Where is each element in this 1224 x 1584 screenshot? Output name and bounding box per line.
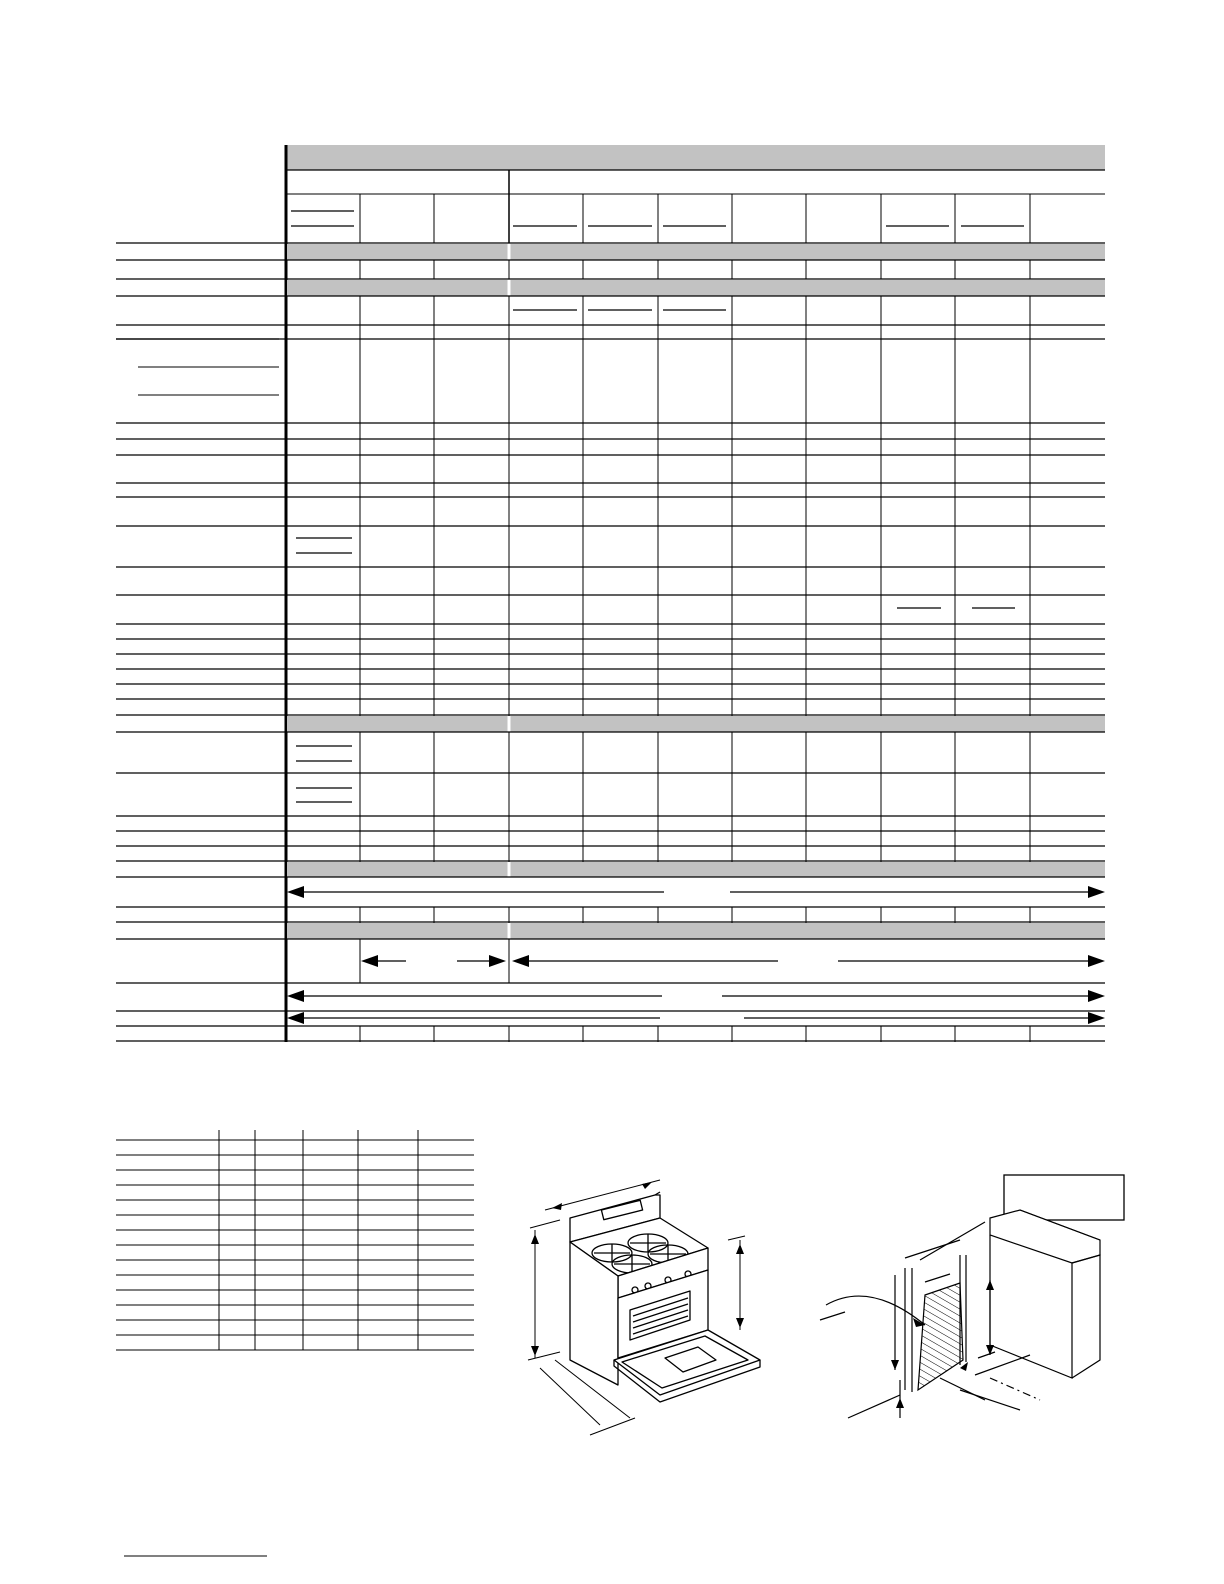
- row-lines: [116, 243, 1105, 1041]
- dimension-table: [116, 1130, 474, 1350]
- table-header-band: [287, 145, 1105, 170]
- range-illustration: [528, 1180, 760, 1435]
- spec-table: [116, 145, 1105, 1042]
- clearance-hatch: [918, 1283, 963, 1390]
- section-bars: [287, 244, 1105, 939]
- install-illustration: [820, 1175, 1124, 1418]
